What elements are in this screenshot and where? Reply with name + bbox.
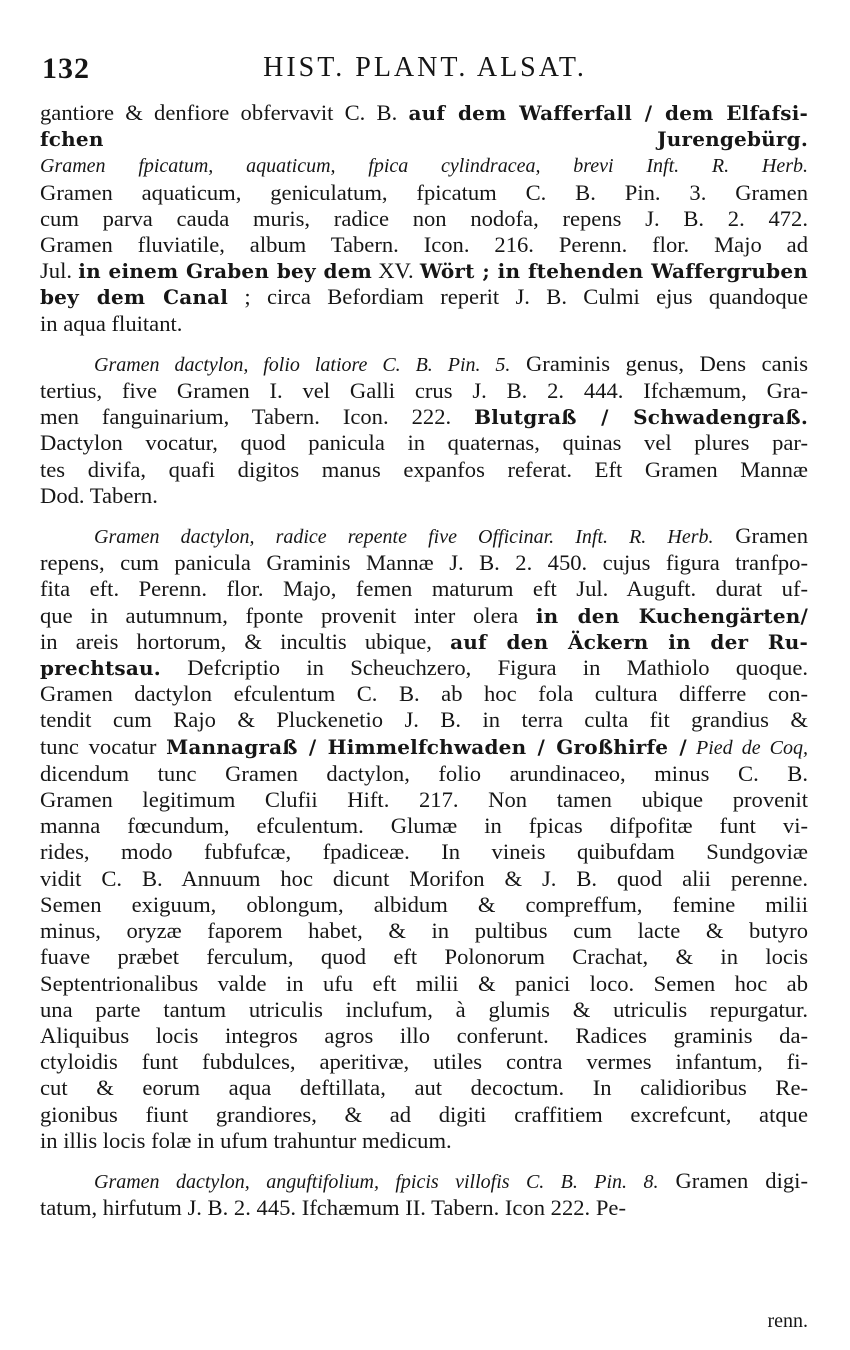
page-header (40, 52, 810, 92)
text-line (40, 813, 808, 839)
text-line (40, 655, 808, 681)
roman-text: gantiore & denfiore obfervavit C. B. (40, 100, 409, 125)
text-body (40, 100, 808, 1235)
roman-text: tes divifa, quafi digitos manus expanfos referat. Eft Gramen Mannæ (40, 456, 808, 482)
text-line (40, 576, 808, 602)
text-line (40, 206, 808, 232)
text-line (40, 1075, 808, 1101)
italic-text: Pied de Coq, (686, 736, 808, 759)
italic-text: Gramen dactylon, folio latiore C. B. Pin. 5. (94, 353, 511, 376)
roman-text: manna fœcundum, efculentum. Glumæ in fpicas difpofitæ funt vi- (40, 813, 808, 839)
text-line (40, 378, 808, 404)
roman-text: in aqua fluitant. (40, 310, 183, 336)
roman-text: Gramen dactylon efculentum C. B. ab hoc fola cultura differre con- (40, 681, 808, 707)
roman-text: tendit cum Rajo & Pluckenetio J. B. in terra culta fit grandius & (40, 707, 808, 733)
text-line (40, 761, 808, 787)
roman-text: Aliquibus locis integros agros illo conferunt. Radices graminis da- (40, 1022, 808, 1048)
roman-text: vidit C. B. Annuum hoc dicunt Morifon & J. B. quod alii perenne. (40, 865, 808, 891)
fraktur-text: prechtsau. (40, 656, 161, 681)
roman-text: men fanguinarium, Tabern. Icon. 222. (40, 404, 475, 430)
text-line (40, 284, 808, 310)
roman-text: dicendum tunc Gramen dactylon, folio arundinaceo, minus C. B. (40, 760, 808, 786)
text-line (40, 311, 808, 337)
text-line (40, 523, 808, 550)
roman-text: Semen exiguum, oblongum, albidum & compreffum, femine milii (40, 891, 808, 917)
paragraph (40, 100, 808, 337)
fraktur-text: Mannagraß / Himmelfchwaden / Großhirfe / (166, 734, 687, 759)
text-line (40, 997, 808, 1023)
text-line (40, 550, 808, 576)
roman-text: in illis locis folæ in ufum trahuntur medicum. (40, 1127, 452, 1153)
paragraph (40, 1168, 808, 1221)
text-line (40, 681, 808, 707)
roman-text: ctyloidis funt fubdulces, aperitivæ, utiles contra vermes infantum, fi- (40, 1049, 808, 1075)
text-line (40, 787, 808, 813)
fraktur-text: fchen Jurengebürg. (40, 127, 808, 152)
text-line (40, 892, 808, 918)
roman-text: Dactylon vocatur, quod panicula in quaternas, quinas vel plures par- (40, 430, 808, 456)
text-line (40, 1049, 808, 1075)
text-line (40, 351, 808, 378)
text-line (40, 734, 808, 761)
text-line (40, 629, 808, 655)
roman-text: cum parva cauda muris, radice non nodofa, repens J. B. 2. 472. (40, 205, 808, 231)
paragraph (40, 523, 808, 1154)
fraktur-text: Blutgraß / Schwadengraß. (474, 405, 808, 430)
running-head: HIST. PLANT. ALSAT. (263, 52, 587, 83)
fraktur-text: auf dem Wafferfall / dem Elfafsi- (408, 101, 809, 125)
paragraph (40, 351, 808, 509)
roman-text: tertius, five Gramen I. vel Galli crus J. B. 2. 444. Ifchæmum, Gra- (40, 378, 808, 404)
text-line (40, 483, 808, 509)
text-line (40, 126, 808, 152)
fraktur-text: in den Kuchengärten/ (535, 603, 808, 628)
roman-text: que in autumnum, fponte provenit inter olera (40, 602, 536, 628)
roman-text: una parte tantum utriculis inclufum, à glumis & utriculis repurgatur. (40, 996, 808, 1022)
text-line (40, 100, 808, 126)
text-line (40, 152, 808, 179)
roman-text: fuave præbet ferculum, quod eft Polonorum Crachat, & in locis (40, 944, 808, 970)
roman-text: minus, oryzæ faporem habet, & in pultibus cum lacte & butyro (40, 918, 808, 944)
roman-text: Graminis genus, Dens canis (510, 350, 808, 376)
italic-text: Gramen dactylon, anguftifolium, fpicis villofis C. B. Pin. 8. (94, 1170, 659, 1193)
roman-text: ; circa Befordiam reperit J. B. Culmi ejus quandoque (228, 284, 808, 310)
text-line (40, 1102, 808, 1128)
roman-text: gionibus fiunt grandiores, & ad digiti craffitiem excrefcunt, atque (40, 1101, 808, 1127)
roman-text: rides, modo fubfufcæ, fpadiceæ. In vineis quibufdam Sundgoviæ (40, 839, 808, 865)
text-line (40, 839, 808, 865)
text-line (40, 603, 808, 629)
italic-text: Gramen dactylon, radice repente five Officinar. Inft. R. Herb. (94, 526, 714, 549)
roman-text: Defcriptio in Scheuchzero, Figura in Mathiolo quoque. (160, 655, 808, 681)
roman-text: tatum, hirfutum J. B. 2. 445. Ifchæmum II. Tabern. Icon 222. Pe- (40, 1195, 626, 1221)
roman-text: Septentrionalibus valde in ufu eft milii & panici loco. Semen hoc ab (40, 970, 808, 996)
text-line (40, 258, 808, 284)
roman-text: Gramen aquaticum, geniculatum, fpicatum C. B. Pin. 3. Gramen (40, 179, 808, 205)
text-line (40, 1168, 808, 1195)
text-line (40, 971, 808, 997)
catchword: renn. (767, 1310, 808, 1332)
text-line (40, 918, 808, 944)
fraktur-text: in einem Graben bey dem (78, 259, 372, 284)
roman-text: Gramen (713, 523, 809, 549)
italic-text: Gramen fpicatum, aquaticum, fpica cylindracea, brevi Inft. R. Herb. (40, 155, 808, 178)
text-line (40, 866, 808, 892)
roman-text: repens, cum panicula Graminis Mannæ J. B. 2. 450. cujus figura tranfpo- (40, 550, 808, 576)
fraktur-text: auf den Äckern in der Ru- (450, 629, 808, 654)
roman-text: Gramen legitimum Clufii Hift. 217. Non tamen ubique provenit (40, 787, 808, 813)
roman-text: Jul. (40, 258, 79, 284)
text-line (40, 232, 808, 258)
roman-text: Dod. Tabern. (40, 482, 158, 508)
roman-text: Gramen digi- (658, 1167, 808, 1193)
page-number: 132 (42, 52, 90, 85)
fraktur-text: Wört ; in ftehenden Waffergruben (419, 259, 809, 284)
roman-text: tunc vocatur (40, 733, 167, 759)
text-line (40, 404, 808, 430)
text-line (40, 944, 808, 970)
text-line (40, 430, 808, 456)
text-line (40, 180, 808, 206)
fraktur-text: bey dem Canal (40, 285, 229, 310)
text-line (40, 1023, 808, 1049)
text-line (40, 457, 808, 483)
text-line (40, 1195, 808, 1221)
roman-text: XV. (372, 258, 420, 284)
text-line (40, 1128, 808, 1154)
roman-text: in areis hortorum, & incultis ubique, (40, 628, 451, 654)
roman-text: Gramen fluviatile, album Tabern. Icon. 216. Perenn. flor. Majo ad (40, 232, 808, 258)
roman-text: fita eft. Perenn. flor. Majo, femen maturum eft Jul. Auguft. durat uf- (40, 576, 808, 602)
text-line (40, 707, 808, 733)
roman-text: cut & eorum aqua deftillata, aut decoctum. In calidioribus Re- (40, 1075, 808, 1101)
